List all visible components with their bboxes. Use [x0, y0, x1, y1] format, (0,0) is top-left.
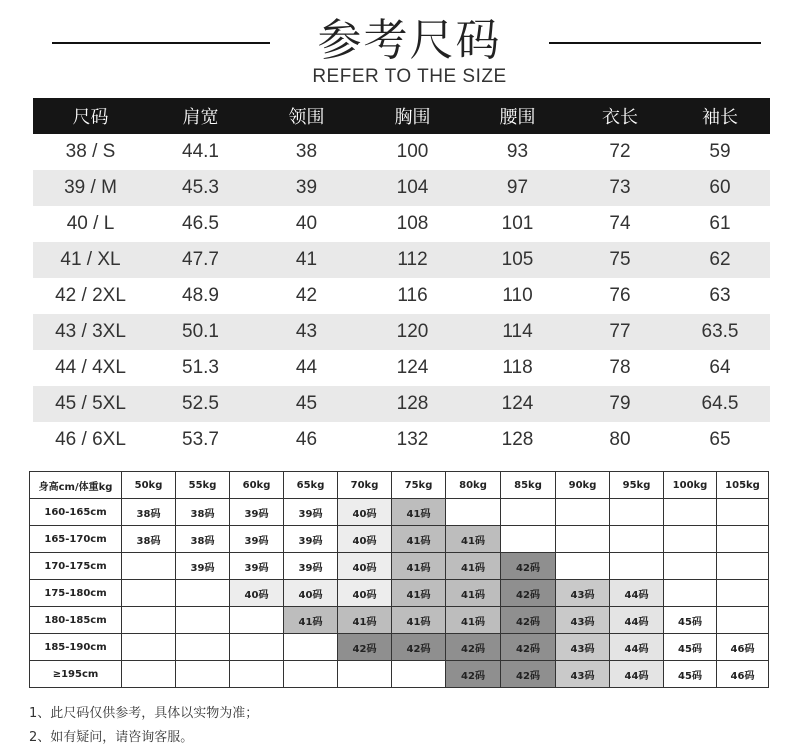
height-weight-row [30, 553, 769, 580]
size-chart-cell: 93 [506, 141, 529, 162]
size-chart-cell: 46 [295, 429, 318, 450]
size-chart-cell: 65 [709, 429, 731, 450]
size-chart-cell: 112 [397, 249, 428, 270]
size-recommendation-cell [556, 526, 610, 553]
size-recommendation-cell: 43码 [556, 607, 610, 634]
size-chart-cell: 100 [396, 141, 429, 162]
size-recommendation-cell [122, 580, 176, 607]
size-chart-cell: 38 [295, 141, 318, 162]
size-recommendation-cell: 41码 [446, 580, 501, 607]
note-line: 2、如有疑问，请咨询客服。 [29, 730, 194, 745]
size-chart-header-sleeve: 袖长 [702, 107, 738, 128]
size-recommendation-cell [446, 499, 501, 526]
size-recommendation-cell [284, 634, 338, 661]
size-chart-cell: 78 [609, 357, 631, 378]
size-recommendation-cell: 41码 [392, 499, 446, 526]
size-chart-cell: 104 [396, 177, 429, 198]
weight-header-cell: 70kg [338, 472, 392, 499]
size-recommendation-cell: 43码 [556, 661, 610, 688]
size-chart-cell: 64 [709, 357, 731, 378]
weight-header-cell: 60kg [230, 472, 284, 499]
size-chart-cell: 52.5 [182, 393, 219, 414]
size-chart-cell: 38 / S [65, 141, 116, 162]
size-chart-row [33, 242, 770, 278]
height-range-label: ≥195cm [30, 661, 122, 688]
size-chart-cell: 110 [502, 285, 533, 306]
size-recommendation-cell [176, 634, 230, 661]
size-recommendation-cell [664, 499, 717, 526]
size-chart-row [33, 422, 770, 458]
height-range-label: 175-180cm [30, 580, 122, 607]
height-weight-table [29, 471, 769, 688]
height-range-label: 185-190cm [30, 634, 122, 661]
size-chart-row [33, 170, 770, 206]
weight-header-cell: 90kg [556, 472, 610, 499]
size-chart-cell: 46.5 [182, 213, 219, 234]
size-chart-table [33, 98, 770, 458]
size-chart-cell: 42 [295, 285, 318, 306]
weight-header-cell: 50kg [122, 472, 176, 499]
size-chart-row [33, 206, 770, 242]
size-recommendation-cell: 38码 [176, 526, 230, 553]
height-range-label: 160-165cm [30, 499, 122, 526]
size-chart-cell: 51.3 [182, 357, 219, 378]
height-weight-row [30, 526, 769, 553]
size-recommendation-cell: 41码 [392, 526, 446, 553]
size-chart-cell: 43 / 3XL [55, 321, 126, 342]
weight-header-cell: 55kg [176, 472, 230, 499]
weight-header-cell: 95kg [610, 472, 664, 499]
size-chart-row [33, 350, 770, 386]
size-chart-header-collar: 领围 [288, 107, 325, 128]
size-recommendation-cell [392, 661, 446, 688]
size-chart-header-shoulder: 肩宽 [182, 107, 219, 128]
size-chart-cell: 101 [501, 213, 534, 234]
size-chart-cell: 76 [609, 285, 631, 306]
size-recommendation-cell: 39码 [176, 553, 230, 580]
size-chart-header-chest: 胸围 [394, 107, 431, 128]
size-recommendation-cell: 40码 [284, 580, 338, 607]
size-recommendation-cell [230, 634, 284, 661]
size-chart-cell: 118 [502, 357, 533, 378]
size-recommendation-cell: 46码 [717, 634, 769, 661]
size-chart-cell: 39 [295, 177, 318, 198]
size-recommendation-cell [610, 499, 664, 526]
size-chart-cell: 41 / XL [60, 249, 121, 270]
size-chart-cell: 61 [709, 213, 731, 234]
size-chart-cell: 45 [295, 393, 318, 414]
height-weight-row [30, 634, 769, 661]
height-weight-row [30, 661, 769, 688]
size-chart-cell: 77 [609, 321, 631, 342]
size-recommendation-cell [122, 607, 176, 634]
size-chart-body [33, 134, 770, 458]
size-recommendation-cell [717, 607, 769, 634]
size-recommendation-cell [610, 553, 664, 580]
height-weight-row [30, 607, 769, 634]
size-recommendation-cell: 42码 [338, 634, 392, 661]
size-recommendation-cell [556, 553, 610, 580]
size-recommendation-cell: 41码 [284, 607, 338, 634]
size-chart-header-size: 尺码 [72, 107, 109, 128]
size-recommendation-cell: 41码 [446, 607, 501, 634]
page-subtitle: REFER TO THE SIZE [312, 66, 507, 87]
size-recommendation-cell: 40码 [338, 526, 392, 553]
size-chart-cell: 64.5 [701, 393, 739, 414]
size-recommendation-cell: 42码 [501, 553, 556, 580]
size-recommendation-cell: 44码 [610, 607, 664, 634]
size-recommendation-cell: 44码 [610, 634, 664, 661]
size-chart-cell: 80 [609, 429, 631, 450]
size-chart-cell: 73 [609, 177, 631, 198]
size-chart-cell: 124 [396, 357, 429, 378]
size-chart-cell: 44.1 [182, 141, 219, 162]
size-recommendation-cell [501, 526, 556, 553]
size-recommendation-cell: 42码 [501, 607, 556, 634]
size-recommendation-cell [230, 661, 284, 688]
page-title: 参考尺码 [317, 15, 502, 66]
size-chart-cell: 40 / L [66, 213, 115, 234]
size-chart-cell: 132 [396, 429, 429, 450]
size-chart-cell: 42 / 2XL [55, 285, 126, 306]
size-recommendation-cell [230, 607, 284, 634]
size-recommendation-cell: 40码 [230, 580, 284, 607]
weight-header-cell: 100kg [664, 472, 717, 499]
size-chart-cell: 48.9 [182, 285, 219, 306]
size-chart-cell: 108 [396, 213, 429, 234]
size-recommendation-cell: 42码 [392, 634, 446, 661]
size-recommendation-cell: 39码 [284, 526, 338, 553]
size-recommendation-cell: 41码 [338, 607, 392, 634]
size-recommendation-cell: 38码 [122, 526, 176, 553]
size-recommendation-cell [664, 553, 717, 580]
size-chart-cell: 62 [709, 249, 731, 270]
weight-header-cell: 75kg [392, 472, 446, 499]
size-chart-cell: 124 [501, 393, 534, 414]
size-recommendation-cell [122, 634, 176, 661]
size-chart-cell: 60 [709, 177, 731, 198]
size-chart-cell: 74 [609, 213, 631, 234]
size-chart-cell: 47.7 [182, 249, 219, 270]
size-chart-cell: 45 / 5XL [55, 393, 126, 414]
height-weight-header-row [30, 472, 769, 499]
weight-header-cell: 105kg [717, 472, 769, 499]
size-recommendation-cell: 41码 [446, 526, 501, 553]
size-chart-cell: 114 [502, 321, 533, 342]
height-range-label: 165-170cm [30, 526, 122, 553]
size-chart-row [33, 134, 770, 170]
size-recommendation-cell [717, 526, 769, 553]
size-recommendation-cell: 43码 [556, 634, 610, 661]
size-recommendation-cell: 39码 [284, 553, 338, 580]
size-recommendation-cell [664, 580, 717, 607]
notes [29, 702, 258, 750]
size-chart-cell: 41 [295, 249, 318, 270]
height-weight-row [30, 499, 769, 526]
size-recommendation-cell: 40码 [338, 580, 392, 607]
size-recommendation-cell: 41码 [392, 553, 446, 580]
size-recommendation-cell [176, 607, 230, 634]
weight-header-cell: 85kg [501, 472, 556, 499]
size-chart-cell: 75 [609, 249, 631, 270]
size-chart-cell: 50.1 [182, 321, 219, 342]
size-recommendation-cell [717, 580, 769, 607]
size-chart-cell: 53.7 [182, 429, 219, 450]
size-recommendation-cell [664, 526, 717, 553]
size-chart-cell: 43 [295, 321, 318, 342]
size-recommendation-cell: 45码 [664, 607, 717, 634]
size-recommendation-cell [501, 499, 556, 526]
size-recommendation-cell [717, 499, 769, 526]
size-recommendation-cell: 40码 [338, 499, 392, 526]
height-range-label: 180-185cm [30, 607, 122, 634]
size-recommendation-cell [717, 553, 769, 580]
size-recommendation-cell: 42码 [501, 580, 556, 607]
size-recommendation-cell [176, 661, 230, 688]
size-chart-cell: 128 [501, 429, 534, 450]
size-recommendation-cell: 42码 [446, 634, 501, 661]
size-recommendation-cell [556, 499, 610, 526]
size-recommendation-cell: 40码 [338, 553, 392, 580]
size-chart-cell: 97 [506, 177, 529, 198]
size-recommendation-cell: 42码 [446, 661, 501, 688]
size-chart-cell: 128 [396, 393, 429, 414]
size-recommendation-cell: 42码 [501, 634, 556, 661]
size-recommendation-cell: 39码 [284, 499, 338, 526]
size-chart-cell: 46 / 6XL [55, 429, 126, 450]
size-chart-cell: 44 / 4XL [55, 357, 126, 378]
size-chart-cell: 120 [396, 321, 429, 342]
size-recommendation-cell [284, 661, 338, 688]
size-recommendation-cell [338, 661, 392, 688]
size-recommendation-cell: 39码 [230, 553, 284, 580]
title-divider-right [549, 42, 761, 44]
title-divider-left [52, 42, 270, 44]
size-recommendation-cell: 38码 [122, 499, 176, 526]
size-recommendation-cell: 42码 [501, 661, 556, 688]
size-recommendation-cell: 39码 [230, 499, 284, 526]
size-recommendation-cell: 41码 [446, 553, 501, 580]
size-chart-row [33, 278, 770, 314]
note-line: 1、此尺码仅供参考，具体以实物为准； [29, 706, 259, 721]
size-chart-row [33, 314, 770, 350]
size-chart-cell: 79 [609, 393, 631, 414]
title-header [0, 0, 799, 95]
size-chart-cell: 40 [295, 213, 318, 234]
size-recommendation-cell [610, 526, 664, 553]
size-chart-cell: 44 [295, 357, 318, 378]
size-recommendation-cell: 44码 [610, 580, 664, 607]
size-recommendation-cell: 43码 [556, 580, 610, 607]
size-chart-row [33, 386, 770, 422]
weight-header-cell: 65kg [284, 472, 338, 499]
size-recommendation-cell: 44码 [610, 661, 664, 688]
size-recommendation-cell: 45码 [664, 634, 717, 661]
size-chart-cell: 39 / M [64, 177, 117, 198]
size-recommendation-cell [122, 553, 176, 580]
size-recommendation-cell: 39码 [230, 526, 284, 553]
height-weight-row [30, 580, 769, 607]
height-range-label: 170-175cm [30, 553, 122, 580]
size-chart-header-row [33, 98, 770, 134]
size-recommendation-cell: 41码 [392, 607, 446, 634]
size-recommendation-cell: 45码 [664, 661, 717, 688]
size-chart-header-waist: 腰围 [499, 107, 536, 128]
weight-header-cell: 80kg [446, 472, 501, 499]
size-recommendation-cell: 38码 [176, 499, 230, 526]
size-chart-cell: 63.5 [701, 321, 739, 342]
size-chart-cell: 63 [709, 285, 731, 306]
size-chart-cell: 59 [709, 141, 731, 162]
size-chart-cell: 45.3 [182, 177, 219, 198]
size-chart-cell: 116 [397, 285, 428, 306]
size-chart-cell: 105 [501, 249, 534, 270]
size-recommendation-cell: 41码 [392, 580, 446, 607]
size-chart-cell: 72 [609, 141, 631, 162]
size-recommendation-cell [122, 661, 176, 688]
size-recommendation-cell [176, 580, 230, 607]
size-recommendation-cell: 46码 [717, 661, 769, 688]
size-chart-header-length: 衣长 [602, 107, 638, 128]
height-weight-corner-label: 身高cm/体重kg [30, 472, 122, 499]
